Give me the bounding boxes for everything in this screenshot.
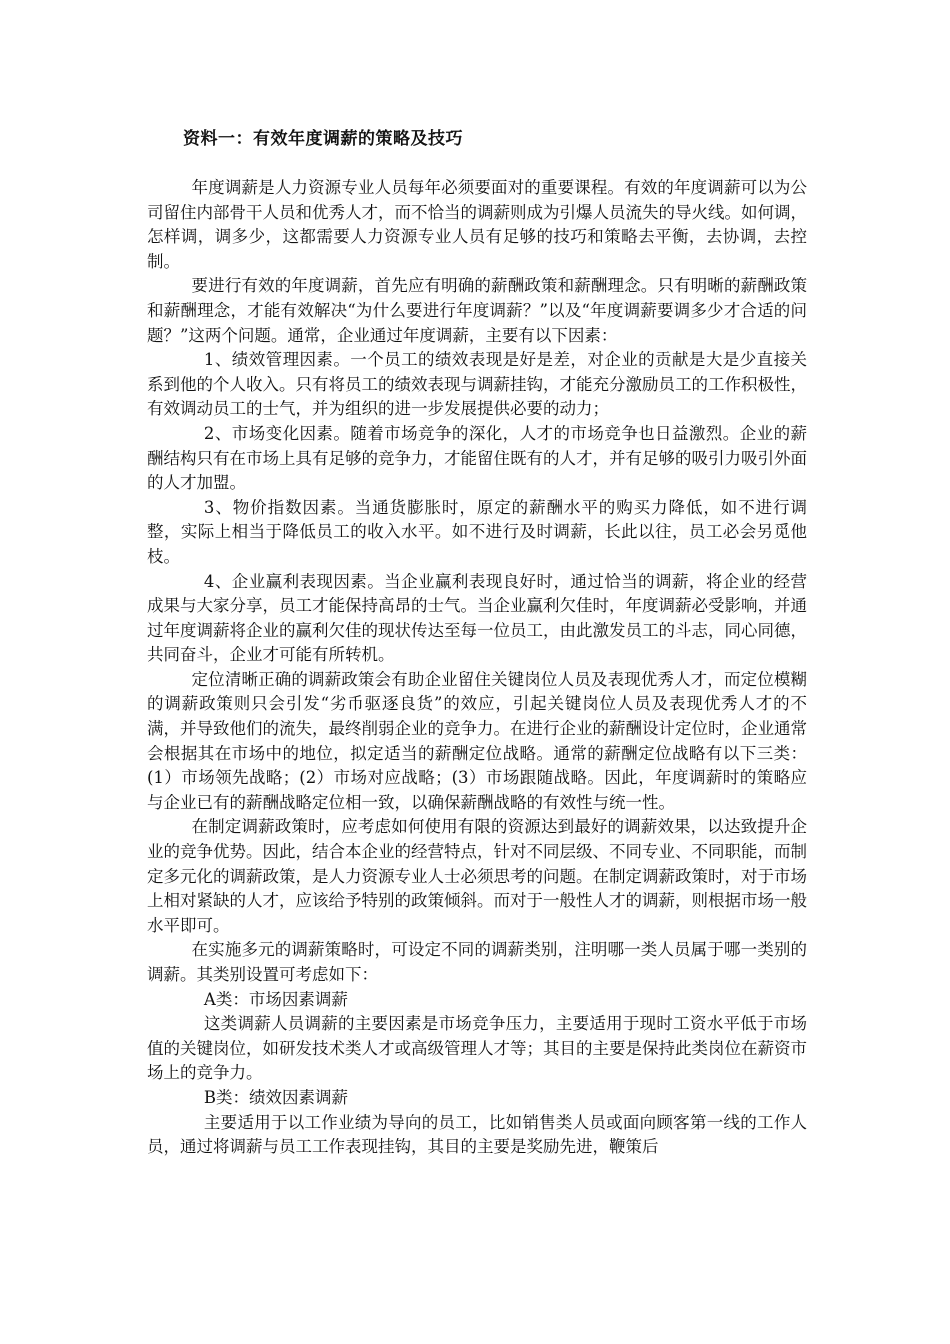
list-item-profit-factor: 4、企业赢利表现因素。当企业赢利表现良好时，通过恰当的调薪，将企业的经营成果与大家分享，员工才能保持高昂的士气。当企业赢利欠佳时，年度调薪必受影响，并通过年度调薪将企业的赢利欠佳的现状传达至每一位员工，由此激发员工的斗志，同心同德，共同奋斗，企业才可能有所转机。	[147, 571, 807, 665]
paragraph-positioning: 定位清晰正确的调薪政策会有助企业留住关键岗位人员及表现优秀人才，而定位模糊的调薪政策则只会引发“劣币驱逐良货”的效应，引起关键岗位人员及表现优秀人才的不满，并导致他们的流失，最终削弱企业的竞争力。在进行企业的薪酬设计定位时，企业通常会根据其在市场中的地位，拟定适当的薪酬定位战略。通常的薪酬定位战略有以下三类：(1）市场领先战略；(2）市场对应战略；(3）市场跟随战略。因此，年度调薪时的策略应与企业已有的薪酬战略定位相一致，以确保薪酬战略的有效性与统一性。	[147, 669, 807, 812]
paragraph-categories: 在实施多元的调薪策略时，可设定不同的调薪类别，注明哪一类人员属于哪一类别的调薪。其类别设置可考虑如下：	[147, 940, 807, 984]
list-item-performance-factor: 1、绩效管理因素。一个员工的绩效表现是好是差，对企业的贡献是大是少直接关系到他的个人收入。只有将员工的绩效表现与调薪挂钩，才能充分激励员工的工作积极性，有效调动员工的士气，并为组织的进一步发展提供必要的动力；	[147, 350, 807, 419]
list-item-market-factor: 2、市场变化因素。随着市场竞争的深化，人才的市场竞争也日益激烈。企业的薪酬结构只有在市场上具有足够的竞争力，才能留住既有的人才，并有足够的吸引力吸引外面的人才加盟。	[147, 423, 807, 493]
document-title: 资料一：有效年度调薪的策略及技巧	[183, 129, 463, 149]
category-a-heading: A类：市场因素调薪	[203, 989, 348, 1009]
paragraph-policy: 要进行有效的年度调薪，首先应有明确的薪酬政策和薪酬理念。只有明晰的薪酬政策和薪酬理念，才能有效解决“为什么要进行年度调薪？”以及“年度调薪要调多少才合适的问题？”这两个问题。通常，企业通过年度调薪，主要有以下因素：	[147, 276, 807, 345]
list-item-price-index-factor: 3、物价指数因素。当通货膨胀时，原定的薪酬水平的购买力降低，如不进行调整，实际上相当于降低员工的收入水平。如不进行及时调薪，长此以往，员工必会另觅他枝。	[147, 497, 807, 566]
document-body	[147, 176, 807, 1160]
category-a-description: 这类调薪人员调薪的主要因素是市场竞争压力，主要适用于现时工资水平低于市场值的关键岗位，如研发技术类人才或高级管理人才等；其目的主要是保持此类岗位在薪资市场上的竞争力。	[147, 1014, 807, 1083]
category-b-description: 主要适用于以工作业绩为导向的员工，比如销售类人员或面向顾客第一线的工作人员，通过将调薪与员工工作表现挂钩，其目的主要是奖励先进，鞭策后	[147, 1112, 807, 1157]
paragraph-intro: 年度调薪是人力资源专业人员每年必须要面对的重要课程。有效的年度调薪可以为公司留住内部骨干人员和优秀人才，而不恰当的调薪则成为引爆人员流失的导火线。如何调，怎样调，调多少，这都需要人力资源专业人员有足够的技巧和策略去平衡，去协调，去控制。	[147, 178, 807, 271]
paragraph-policy-making: 在制定调薪政策时，应考虑如何使用有限的资源达到最好的调薪效果，以达致提升企业的竞争优势。因此，结合本企业的经营特点，针对不同层级、不同专业、不同职能，而制定多元化的调薪政策，是人力资源专业人士必须思考的问题。在制定调薪政策时，对于市场上相对紧缺的人才，应该给予特别的政策倾斜。而对于一般性人才的调薪，则根据市场一般水平即可。	[147, 817, 807, 935]
category-b-heading: B类：绩效因素调薪	[203, 1087, 349, 1107]
